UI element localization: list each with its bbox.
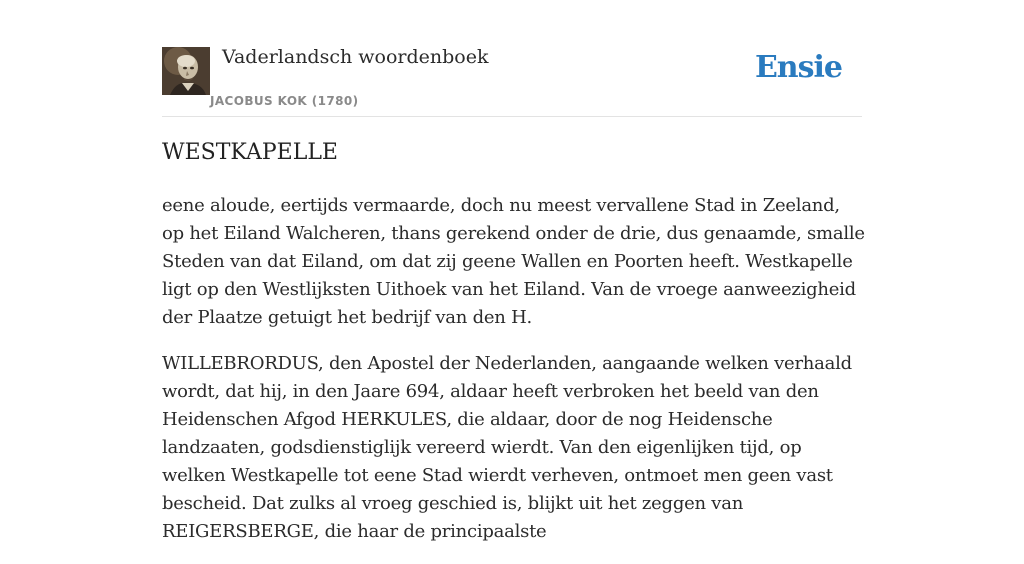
entry-title: WESTKAPELLE [162, 140, 338, 165]
ensie-logo[interactable]: Ensie [754, 50, 842, 85]
entry-body [162, 192, 867, 564]
portrait-drawing [162, 47, 210, 95]
entry-paragraph: eene aloude, eertijds vermaarde, doch nu meest vervallene Stad in Zeeland, op het Eiland Walcheren, thans gerekend onder de drie, dus genaamde, smalle Steden van dat Eiland, om dat zij geene Wallen en Poorten heeft. Westkapelle ligt op den Westlijksten Uithoek van het Eiland. Van de vroege aanweezigheid der Plaatze getuigt het bedrijf van den H. [162, 195, 865, 328]
author-portrait-icon[interactable] [162, 47, 210, 95]
book-title[interactable]: Vaderlandsch woordenboek [222, 46, 489, 68]
entry-paragraph: WILLEBRORDUS, den Apostel der Nederlanden, aangaande welken verhaald wordt, dat hij, in den Jaare 694, aldaar heeft verbroken het beeld van den Heidenschen Afgod HERKULES, die aldaar, door de nog Heidensche landzaaten, godsdienstiglijk vereerd wierdt. Van den eigenlijken tijd, op welken Westkapelle tot eene Stad wierdt verheven, ontmoet men geen vast bescheid. Dat zulks al vroeg geschied is, blijkt uit het zeggen van REIGERSBERGE, die haar de principaalste [162, 353, 852, 542]
header [162, 0, 862, 117]
author-name[interactable]: JACOBUS KOK (1780) [210, 94, 359, 108]
